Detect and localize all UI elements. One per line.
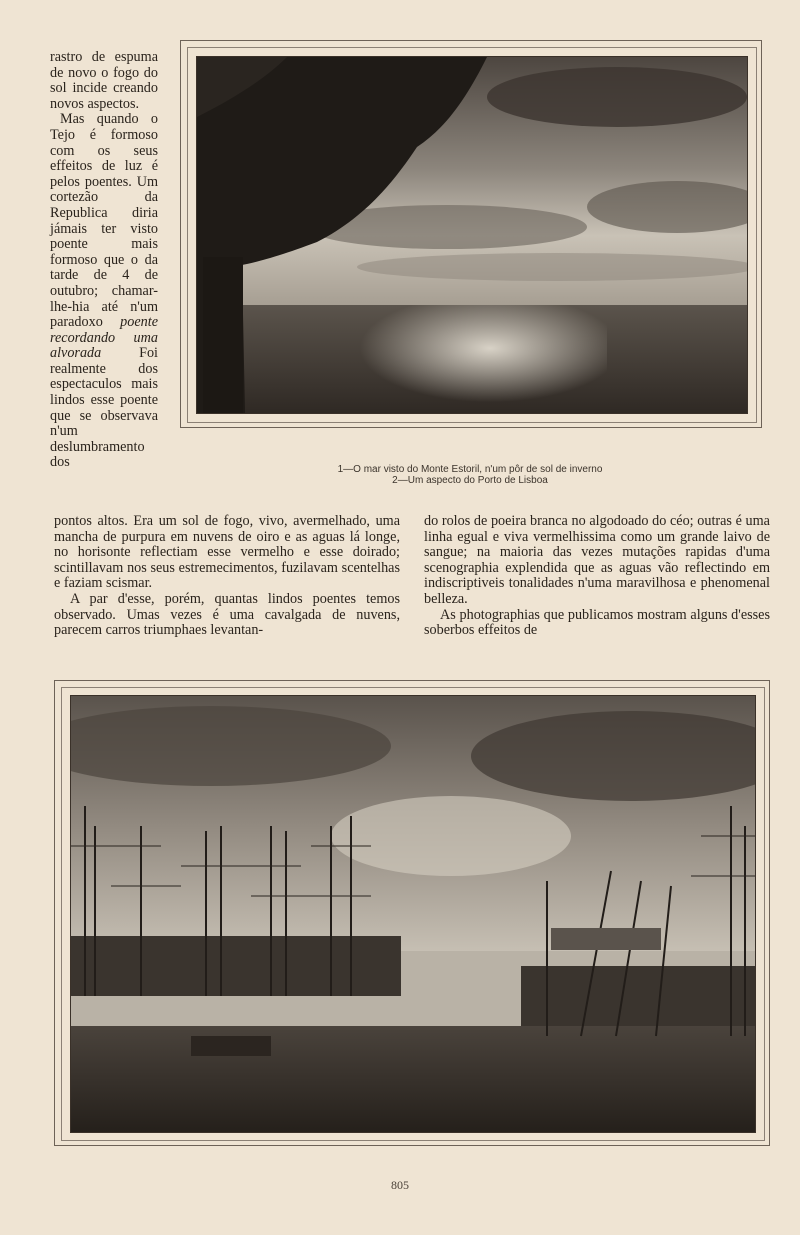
narrow-paragraph-2-end: Foi realmente dos espectaculos mais lindos esse poente que se observava n'um deslumbramento dos [50,345,158,471]
narrow-paragraph-2 [50,112,158,471]
body-column-left [54,514,400,639]
narrow-text-column [50,50,158,471]
body-column-right [424,514,770,639]
left-paragraph-1: pontos altos. Era um sol de fogo, vivo, avermelhado, uma mancha de purpura em nuvens de oiro e as aguas lá longe, no horisonte reflectiam esse vermelho e esse doirado; scintillavam nos seus estremecimentos, fuzilavam scentelhas e faziam scismar. [54,513,400,592]
photo-estoril-sunset [196,56,748,414]
narrow-paragraph-2-italic: poente recordando uma alvorada [50,314,158,362]
estoril-sunset-image [197,57,747,413]
page-number: 805 [391,1178,409,1192]
lisbon-harbour-image [71,696,755,1132]
right-paragraph-2: As photographias que publicamos mostram alguns d'esses soberbos effeitos de [424,606,770,639]
narrow-paragraph-2-start: Mas quando o Tejo é formoso com os seus effeitos de luz é pelos poentes. Um cortezão da Republica diria jámais ter visto poente mais formoso que o da tarde de 4 de outubro; chamar-lhe-hia até n'um paradoxo [50,111,158,331]
left-paragraph-2: A par d'esse, porém, quantas lindos poentes temos observado. Umas vezes é uma cavalgada de nuvens, parecem carros triumphaes levantan- [54,590,400,639]
photo-lisbon-harbour [70,695,756,1133]
caption-line-1: 1—O mar visto do Monte Estoril, n'um pôr de sol de inverno [337,464,603,475]
figure-caption [260,464,680,486]
right-paragraph-1: do rolos de poeira branca no algodoado do céo; outras é uma linha egual e viva vermelhissima como um grande laivo de sangue; na maioria das vezes mutações rapidas d'uma scenographia explendida que as aguas vão reflectindo em indiscriptiveis tonalidades n'uma maravilhosa e phenomenal belleza. [424,513,770,607]
caption-line-2: 2—Um aspecto do Porto de Lisboa [392,475,548,486]
narrow-paragraph-1: rastro de espuma de novo o fogo do sol incide creando novos aspectos. [50,49,158,112]
